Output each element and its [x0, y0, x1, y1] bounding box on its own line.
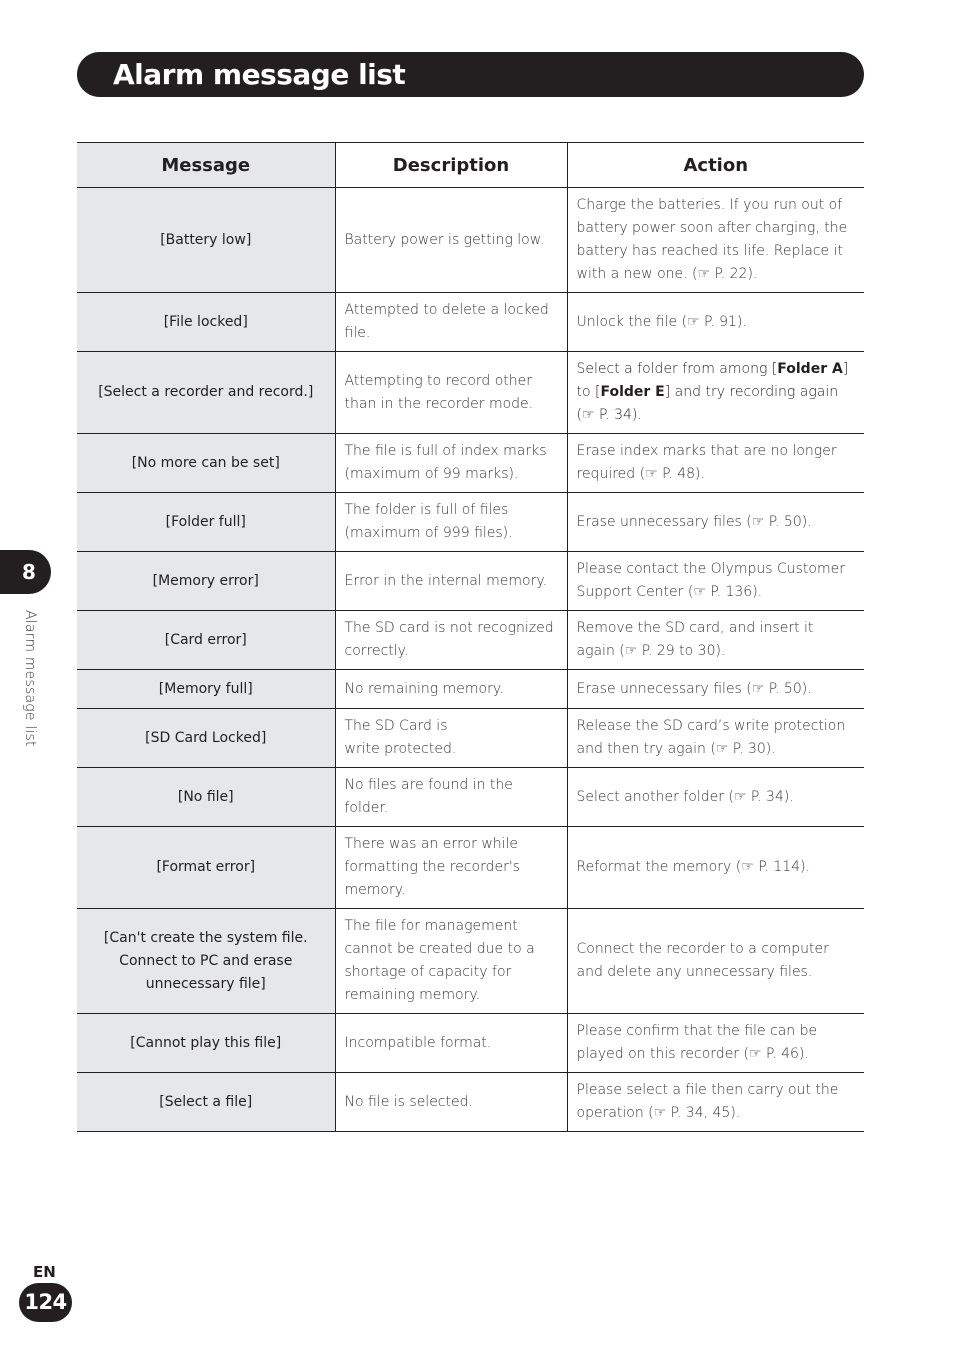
message-line: [Can't create the system file.	[103, 929, 308, 946]
folder-a-label: Folder A	[777, 361, 843, 377]
action-text: Select a folder from among [	[576, 361, 778, 377]
description-cell: The SD card is not recognized correctly.	[335, 611, 567, 670]
chapter-number: 8	[22, 560, 36, 584]
folder-e-label: Folder E	[600, 384, 665, 400]
table-row	[77, 827, 864, 909]
description-cell: No file is selected.	[335, 1073, 567, 1132]
page-title-bar	[77, 52, 864, 97]
message-cell: [Folder full]	[77, 493, 335, 552]
table-row	[77, 909, 864, 1014]
description-cell: The file is full of index marks (maximum of 99 marks).	[335, 434, 567, 493]
table-header-row	[77, 143, 864, 188]
message-cell: [File locked]	[77, 293, 335, 352]
table-row	[77, 709, 864, 768]
table-row	[77, 1073, 864, 1132]
table-row	[77, 768, 864, 827]
description-cell: Battery power is getting low.	[335, 188, 567, 293]
message-cell: [No file]	[77, 768, 335, 827]
description-cell: The folder is full of files (maximum of 999 files).	[335, 493, 567, 552]
action-cell: Please confirm that the file can be played on this recorder (☞ P. 46).	[567, 1014, 864, 1073]
description-line: write protected.	[344, 741, 457, 757]
action-cell: Erase index marks that are no longer required (☞ P. 48).	[567, 434, 864, 493]
alarm-message-table	[77, 142, 864, 1132]
column-header-action: Action	[567, 143, 864, 188]
table-row	[77, 1014, 864, 1073]
table-row	[77, 434, 864, 493]
table-row	[77, 493, 864, 552]
message-cell	[77, 909, 335, 1014]
message-cell: [Card error]	[77, 611, 335, 670]
table-row	[77, 188, 864, 293]
message-line: Connect to PC and erase	[119, 952, 293, 969]
action-cell: Erase unnecessary files (☞ P. 50).	[567, 670, 864, 709]
page-number: 124	[19, 1283, 72, 1322]
message-cell: [Format error]	[77, 827, 335, 909]
message-cell: [Memory error]	[77, 552, 335, 611]
table-row	[77, 352, 864, 434]
action-cell: Remove the SD card, and insert it again (☞ P. 29 to 30).	[567, 611, 864, 670]
action-cell: Reformat the memory (☞ P. 114).	[567, 827, 864, 909]
description-cell: Attempted to delete a locked file.	[335, 293, 567, 352]
description-cell: No remaining memory.	[335, 670, 567, 709]
column-header-description: Description	[335, 143, 567, 188]
action-cell: Erase unnecessary files (☞ P. 50).	[567, 493, 864, 552]
table-row	[77, 552, 864, 611]
action-cell: Unlock the file (☞ P. 91).	[567, 293, 864, 352]
action-cell	[567, 352, 864, 434]
action-text: ] and try recording again (☞ P. 34).	[576, 384, 839, 423]
table-row	[77, 670, 864, 709]
action-cell: Please select a file then carry out the operation (☞ P. 34, 45).	[567, 1073, 864, 1132]
description-cell: The file for management cannot be created due to a shortage of capacity for remaining memory.	[335, 909, 567, 1014]
action-cell	[567, 709, 864, 768]
action-cell: Charge the batteries. If you run out of battery power soon after charging, the battery has reached its life. Replace it with a new one. (☞ P. 22).	[567, 188, 864, 293]
message-cell: [Select a file]	[77, 1073, 335, 1132]
message-cell: [Memory full]	[77, 670, 335, 709]
description-cell: Attempting to record other than in the recorder mode.	[335, 352, 567, 434]
language-label: EN	[33, 1263, 56, 1281]
description-cell: Error in the internal memory.	[335, 552, 567, 611]
section-side-label: Alarm message list	[22, 610, 38, 747]
action-line: and then try again (☞ P. 30).	[576, 741, 776, 757]
description-line: The SD Card is	[344, 718, 448, 734]
action-text: ] to [	[576, 361, 849, 400]
description-cell	[335, 709, 567, 768]
message-line: unnecessary file]	[145, 975, 266, 992]
description-cell: There was an error while formatting the recorder's memory.	[335, 827, 567, 909]
message-cell: [Battery low]	[77, 188, 335, 293]
message-cell: [SD Card Locked]	[77, 709, 335, 768]
action-cell: Please contact the Olympus Customer Support Center (☞ P. 136).	[567, 552, 864, 611]
message-cell: [Cannot play this file]	[77, 1014, 335, 1073]
action-line: Release the SD card’s write protection	[576, 718, 846, 734]
chapter-tab	[0, 550, 51, 594]
description-cell: Incompatible format.	[335, 1014, 567, 1073]
page-title: Alarm message list	[113, 58, 406, 91]
action-cell: Select another folder (☞ P. 34).	[567, 768, 864, 827]
message-cell: [No more can be set]	[77, 434, 335, 493]
message-cell: [Select a recorder and record.]	[77, 352, 335, 434]
description-cell: No files are found in the folder.	[335, 768, 567, 827]
table-row	[77, 293, 864, 352]
column-header-message: Message	[77, 143, 335, 188]
table-row	[77, 611, 864, 670]
action-cell: Connect the recorder to a computer and delete any unnecessary files.	[567, 909, 864, 1014]
